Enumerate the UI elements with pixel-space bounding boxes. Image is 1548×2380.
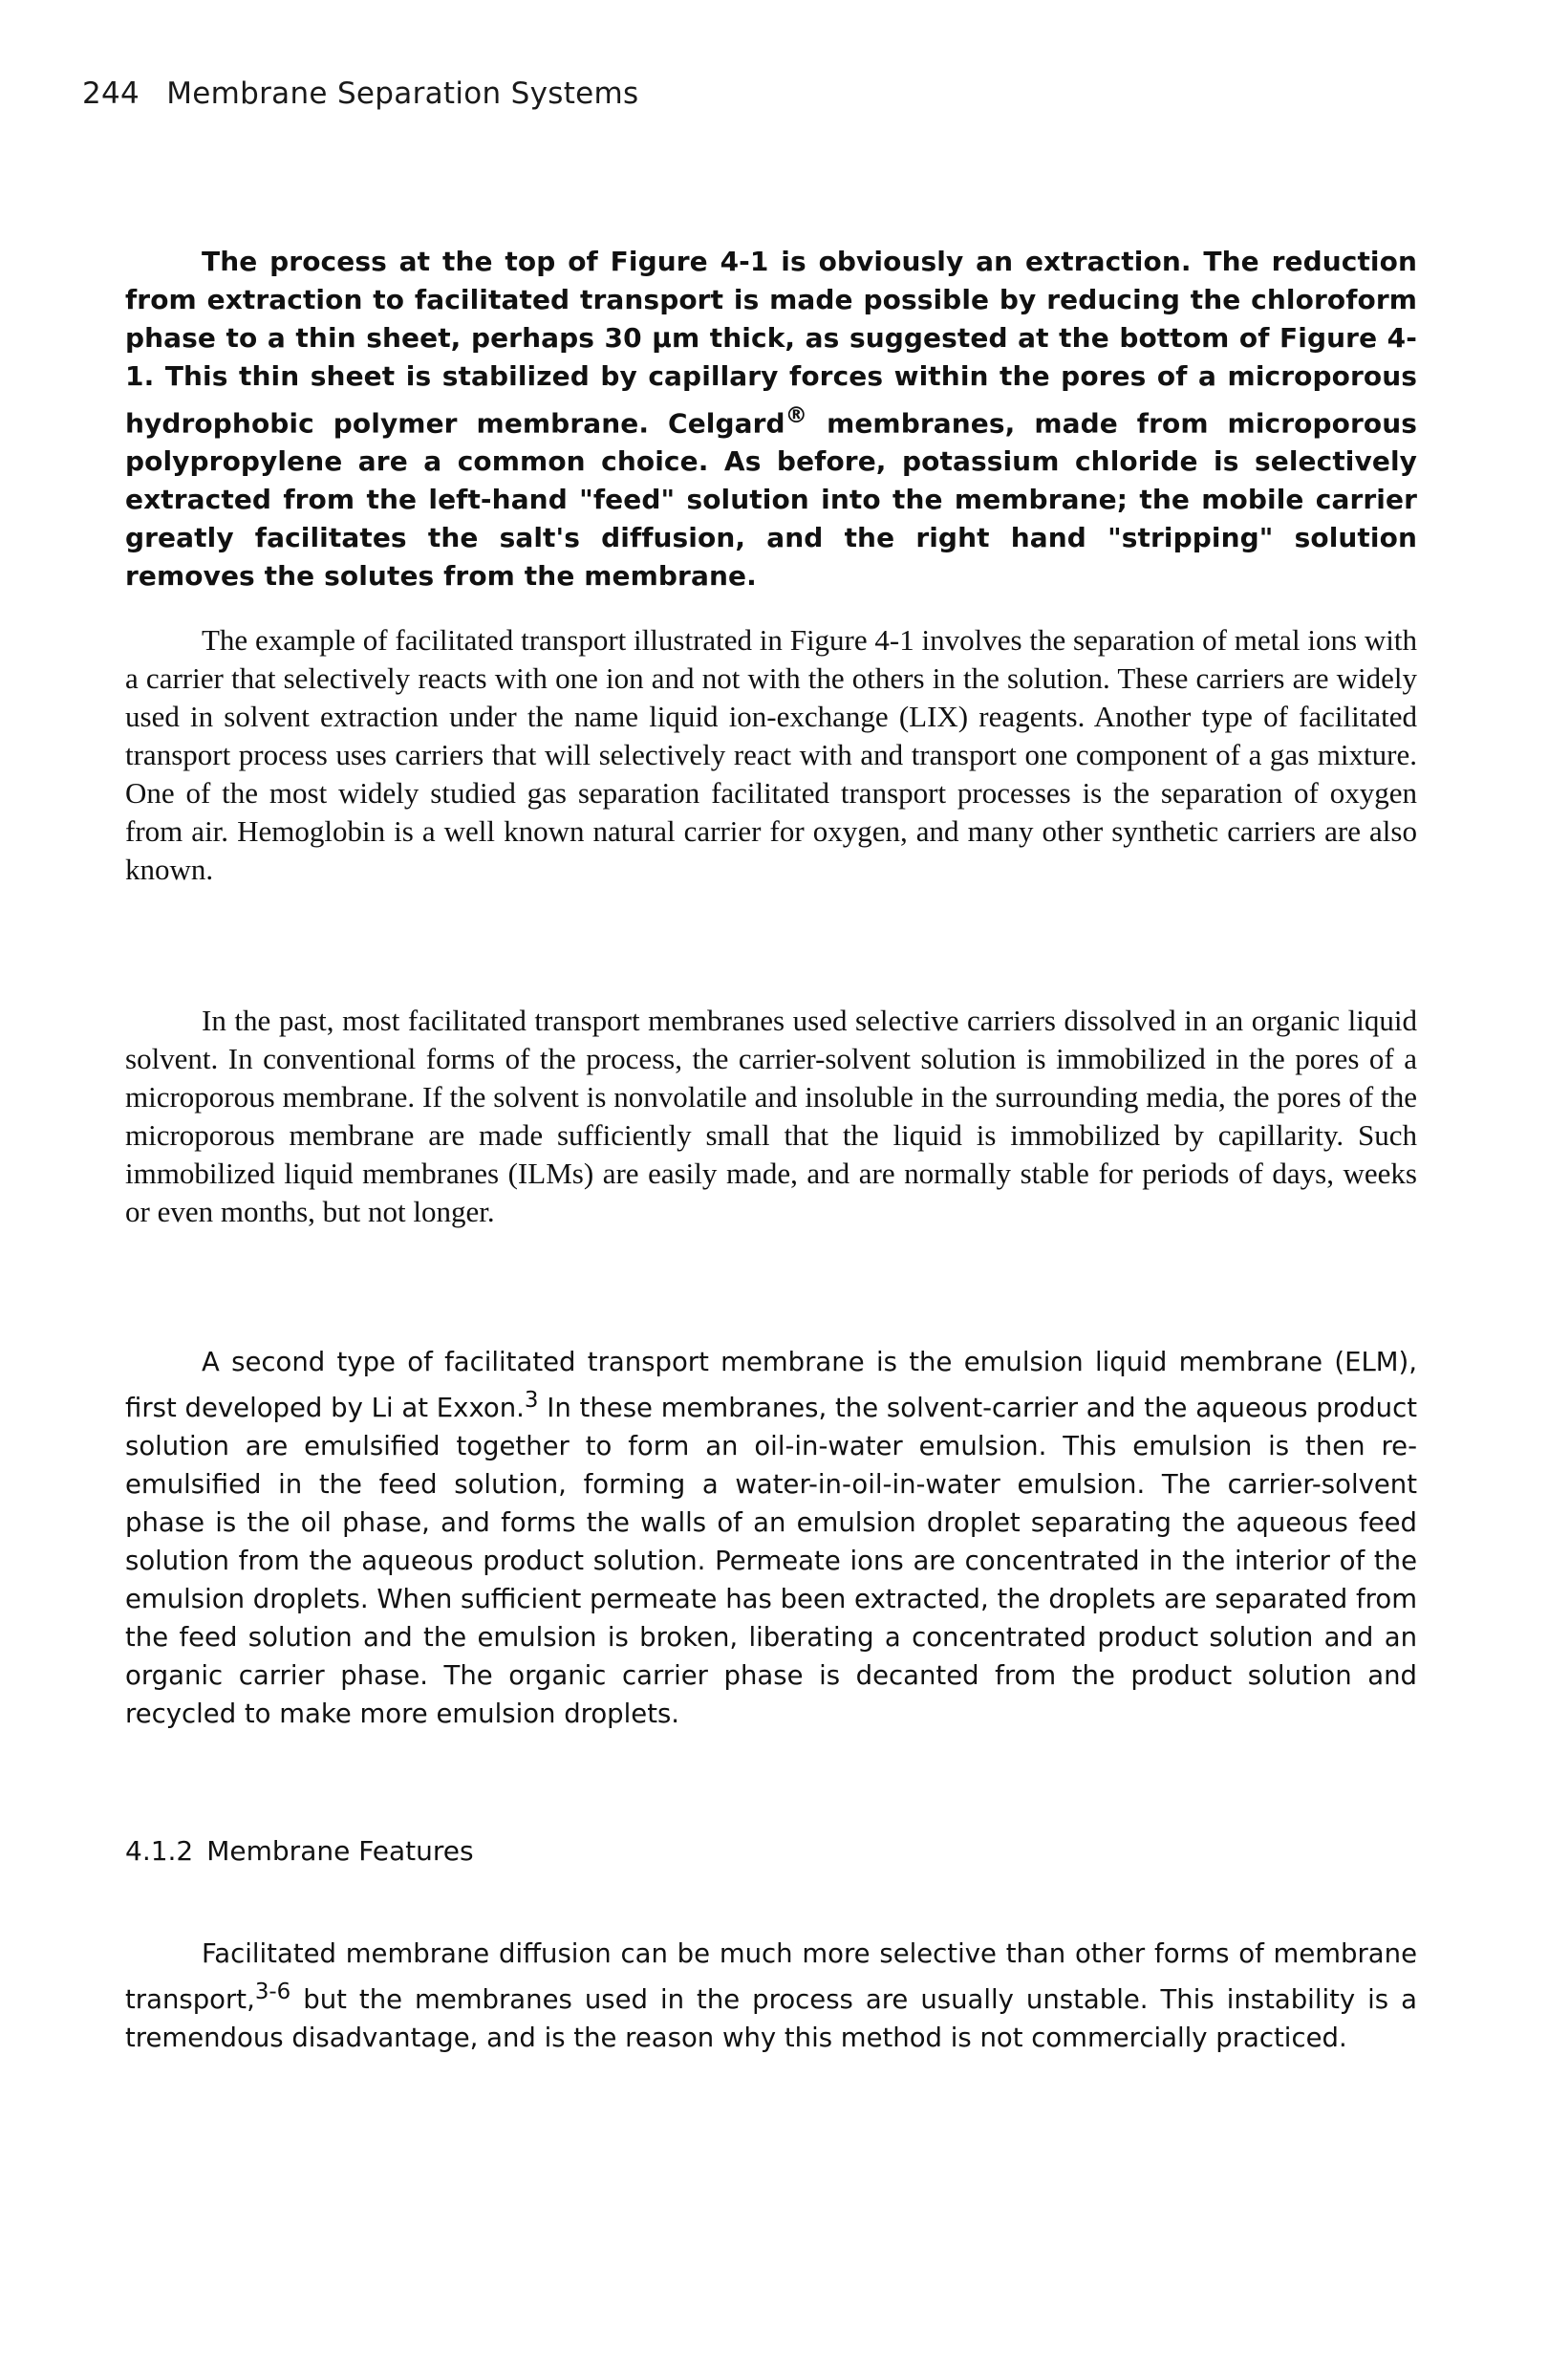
paragraph-text: but the membranes used in the process are usually unstable. This instability is a tremendous disadvantage, and is the reason why this method is not commercially practiced. xyxy=(125,1984,1417,2054)
section-title: Membrane Features xyxy=(206,1835,474,1867)
micro-symbol: μm xyxy=(652,322,700,354)
section-number: 4.1.2 xyxy=(125,1835,194,1867)
paragraph-emulsion-liquid-membranes xyxy=(125,1343,1417,1733)
paragraph-text: In these membranes, the solvent-carrier and the aqueous product solution are emulsified together to form an oil-in-water emulsion. This emulsion is then re-emulsified in the feed solution, forming a water-in-oil-in-water emulsion. The carrier-solvent phase is the oil phase, and forms the walls of an emulsion droplet separating the aqueous feed solution from the aqueous product solution. Permeate ions are concentrated in the interior of the emulsion droplets. When sufficient permeate has been extracted, the droplets are separated from the feed solution and the emulsion is broken, liberating a concentrated product solution and an organic carrier phase. The organic carrier phase is decanted from the product solution and recycled to make more emulsion droplets. xyxy=(125,1393,1417,1730)
reference-superscript: 3 xyxy=(524,1388,539,1413)
section-heading xyxy=(125,1835,474,1867)
reference-superscript: 3-6 xyxy=(254,1980,291,2004)
registered-mark: ® xyxy=(785,401,808,428)
paragraph-metal-ion-carriers: The example of facilitated transport illustrated in Figure 4-1 involves the separation of metal ions with a carrier that selectively reacts with one ion and not with the others in the solution. These carriers are widely used in solvent extraction under the name liquid ion-exchange (LIX) reagents. Another type of facilitated transport process uses carriers that will selectively react with and transport one component of a gas mixture. One of the most widely studied gas separation facilitated transport processes is the separation of oxygen from air. Hemoglobin is a well known natural carrier for oxygen, and many other synthetic carriers are also known. xyxy=(125,623,1417,886)
paragraph-text: membranes, made from microporous polypropylene are a common choice. As before, potassium chloride is selectively extracted from the left-hand "feed" solution into the membrane; the mobile carrier greatly facilitates the salt's diffusion, and the right hand "stripping" solution removes the solutes from the membrane. xyxy=(125,407,1417,593)
paragraph-membrane-features xyxy=(125,1935,1417,2057)
running-title: Membrane Separation Systems xyxy=(166,76,639,111)
paragraph-text: Facilitated membrane diffusion can be much more selective than other forms of membrane transport, xyxy=(125,1938,1417,2016)
paragraph-extraction-to-facilitated-transport xyxy=(125,243,1417,595)
paragraph-text: A second type of facilitated transport membrane is the emulsion liquid membrane (ELM), first developed by Li at Exxon. xyxy=(125,1347,1417,1424)
paragraph-text: The process at the top of Figure 4-1 is obviously an extraction. The reduction from extraction to facilitated transport is made possible by reducing the chloroform phase to a thin sheet, perhaps 30 xyxy=(125,246,1417,354)
paragraph-text: thick, as suggested at the bottom of Figure 4-1. This thin sheet is stabilized by capillary forces within the pores of a microporous hydrophobic polymer membrane. Celgard xyxy=(125,322,1417,440)
paragraph-immobilized-liquid-membranes: In the past, most facilitated transport membranes used selective carriers dissolved in an organic liquid solvent. In conventional forms of the process, the carrier-solvent solution is immobilized in the pores of a microporous membrane. If the solvent is nonvolatile and insoluble in the surrounding media, the pores of the microporous membrane are made sufficiently small that the liquid is immobilized by capillarity. Such immobilized liquid membranes (ILMs) are easily made, and are normally stable for periods of days, weeks or even months, but not longer. xyxy=(125,1004,1417,1228)
page-number: 244 xyxy=(82,76,140,111)
running-header xyxy=(82,76,639,111)
